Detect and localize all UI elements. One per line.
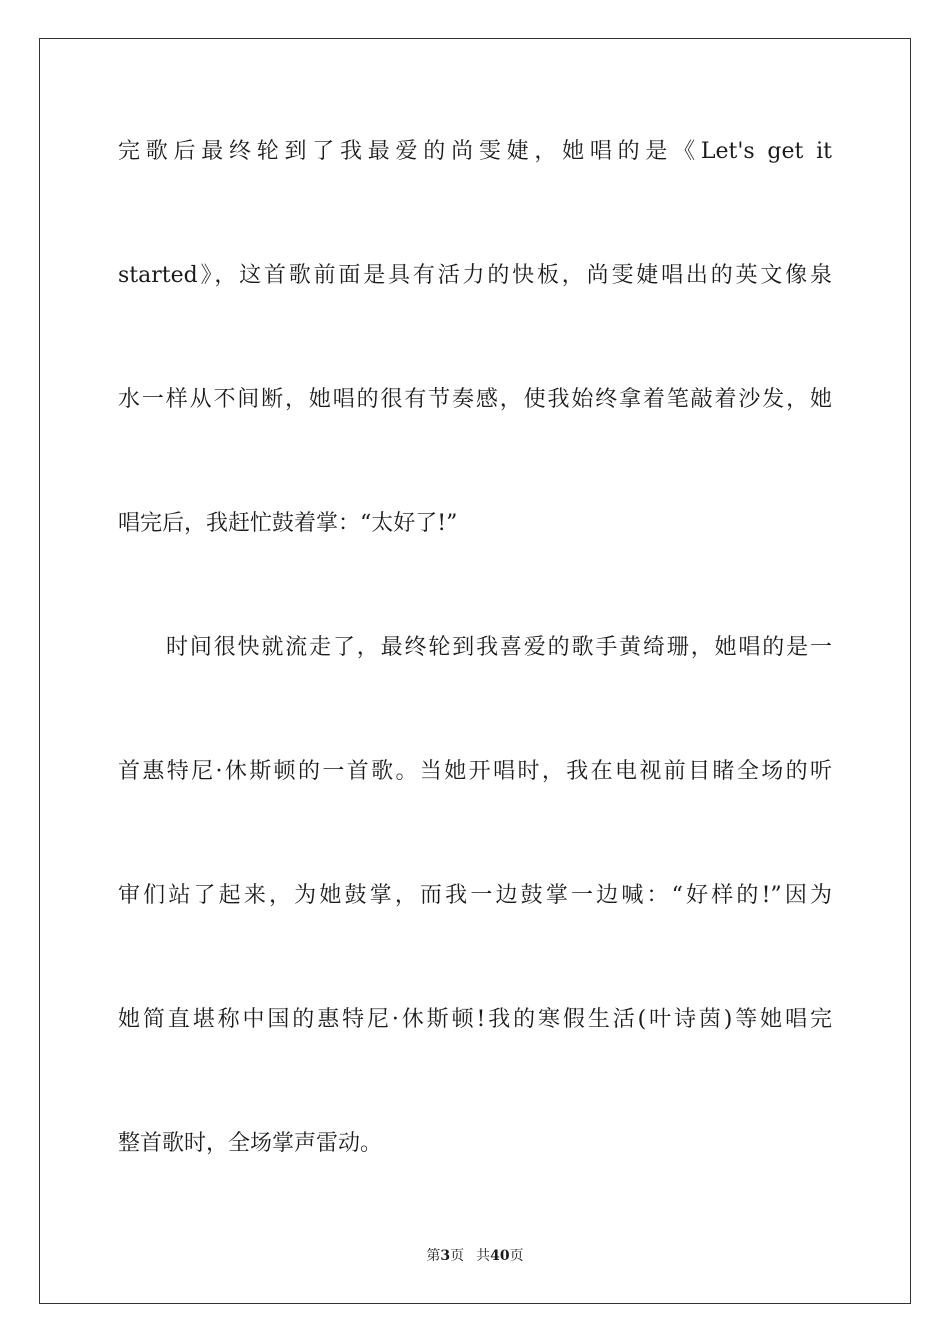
text-line-7: 审们站了起来，为她鼓掌，而我一边鼓掌一边喊：“好样的!”因为 [118,883,832,908]
text-line-2: started》，这首歌前面是具有活力的快板，尚雯婕唱出的英文像泉 [118,263,832,288]
page-frame [39,38,911,1304]
footer-total-suffix: 页 [509,1248,524,1264]
text-line-5: 时间很快就流走了，最终轮到我喜爱的歌手黄绮珊，她唱的是一 [166,635,832,660]
footer-page-total: 40 [490,1248,510,1264]
footer-page-suffix: 页 [450,1248,465,1264]
footer-total-prefix: 共 [476,1248,491,1264]
footer-page-current: 3 [440,1248,451,1264]
text-line-8: 她简直堪称中国的惠特尼·休斯顿!我的寒假生活(叶诗茵)等她唱完 [118,1007,832,1032]
text-line-3: 水一样从不间断，她唱的很有节奏感，使我始终拿着笔敲着沙发，她 [118,387,832,412]
footer-page-prefix: 第 [426,1248,441,1264]
text-line-1: 完歌后最终轮到了我最爱的尚雯婕，她唱的是《Let's get it [118,139,832,164]
text-line-6: 首惠特尼·休斯顿的一首歌。当她开唱时，我在电视前目睹全场的听 [118,759,832,784]
text-line-4: 唱完后，我赶忙鼓着掌：“太好了!” [118,511,458,536]
text-line-9: 整首歌时，全场掌声雷动。 [118,1131,383,1156]
page-footer [0,1246,950,1266]
